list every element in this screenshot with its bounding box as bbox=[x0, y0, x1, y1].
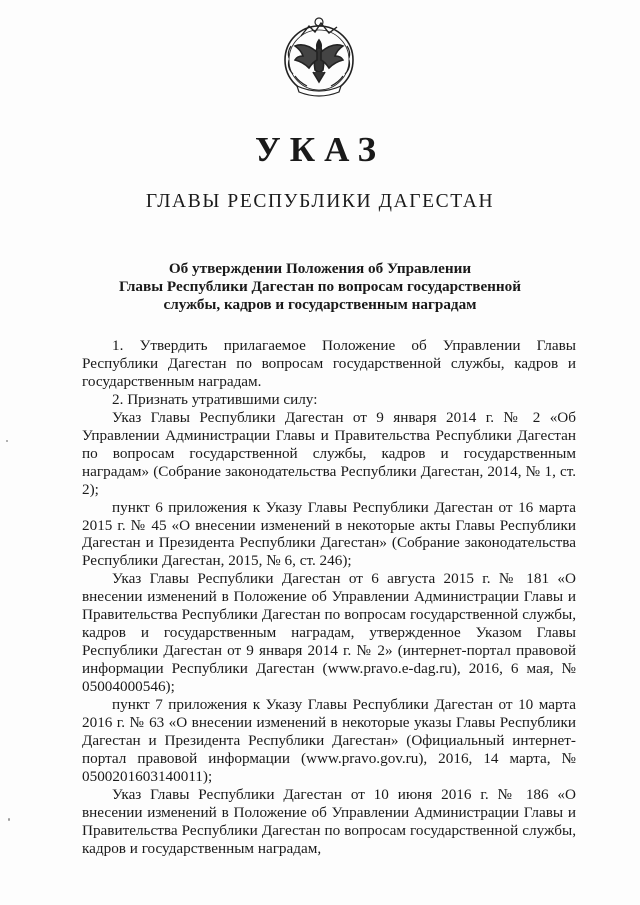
body-paragraph: Указ Главы Республики Дагестан от 9 января 2014 г. № 2 «Об Управлении Администрации Главы и Правительства Республики Дагестан по вопросам государственной службы, кадров и государственным наградам» (Собрание законодательства Республики Дагестан, 2014, № 1, ст. 2); bbox=[82, 408, 576, 498]
document-issuer: ГЛАВЫ РЕСПУБЛИКИ ДАГЕСТАН bbox=[145, 191, 495, 212]
scan-speck bbox=[6, 440, 8, 442]
document-body bbox=[82, 337, 576, 858]
body-paragraph: Указ Главы Республики Дагестан от 10 июня 2016 г. № 186 «О внесении изменений в Положение об Управлении Администрации Главы и Правительства Республики Дагестан по вопросам государственной службы, кадров и государственным наградам, bbox=[82, 785, 576, 857]
dagestan-coat-of-arms-eagle-icon bbox=[271, 10, 367, 106]
body-paragraph: Указ Главы Республики Дагестан от 6 августа 2015 г. № 181 «О внесении изменений в Положение об Управлении Администрации Главы и Правительства Республики Дагестан по вопросам государственной службы, кадров и государственным наградам, утвержденное Указом Главы Республики Дагестан от 9 января 2014 г. № 2» (интернет-портал правовой информации Республики Дагестан (www.pravo.e-dag.ru), 2016, 6 мая, № 05004000546); bbox=[82, 570, 576, 696]
body-paragraph: пункт 6 приложения к Указу Главы Республики Дагестан от 16 марта 2015 г. № 45 «О внесении изменений в некоторые акты Главы Республики Дагестан и Президента Республики Дагестан» (Собрание законодательства Республики Дагестан, 2015, № 6, ст. 246); bbox=[82, 498, 576, 570]
document-type-title: УКАЗ bbox=[255, 130, 385, 169]
scan-speck bbox=[8, 818, 10, 821]
subject-line: Об утверждении Положения об Управлении bbox=[168, 260, 472, 277]
subject-line: Главы Республики Дагестан по вопросам государственной bbox=[118, 278, 522, 295]
document-subject bbox=[60, 260, 580, 314]
body-paragraph: 2. Признать утратившими силу: bbox=[112, 390, 318, 408]
subject-line: службы, кадров и государственным наградам bbox=[163, 296, 477, 313]
body-paragraph: 1. Утвердить прилагаемое Положение об Управлении Главы Республики Дагестан по вопросам государственной службы, кадров и государственным наградам. bbox=[82, 337, 576, 390]
body-paragraph: пункт 7 приложения к Указу Главы Республики Дагестан от 10 марта 2016 г. № 63 «О внесении изменений в некоторые указы Главы Республики Дагестан и Президента Республики Дагестан» (Официальный интернет-портал правовой информации (www.pravo.gov.ru), 2016, 14 марта, № 0500201603140011); bbox=[82, 696, 576, 785]
